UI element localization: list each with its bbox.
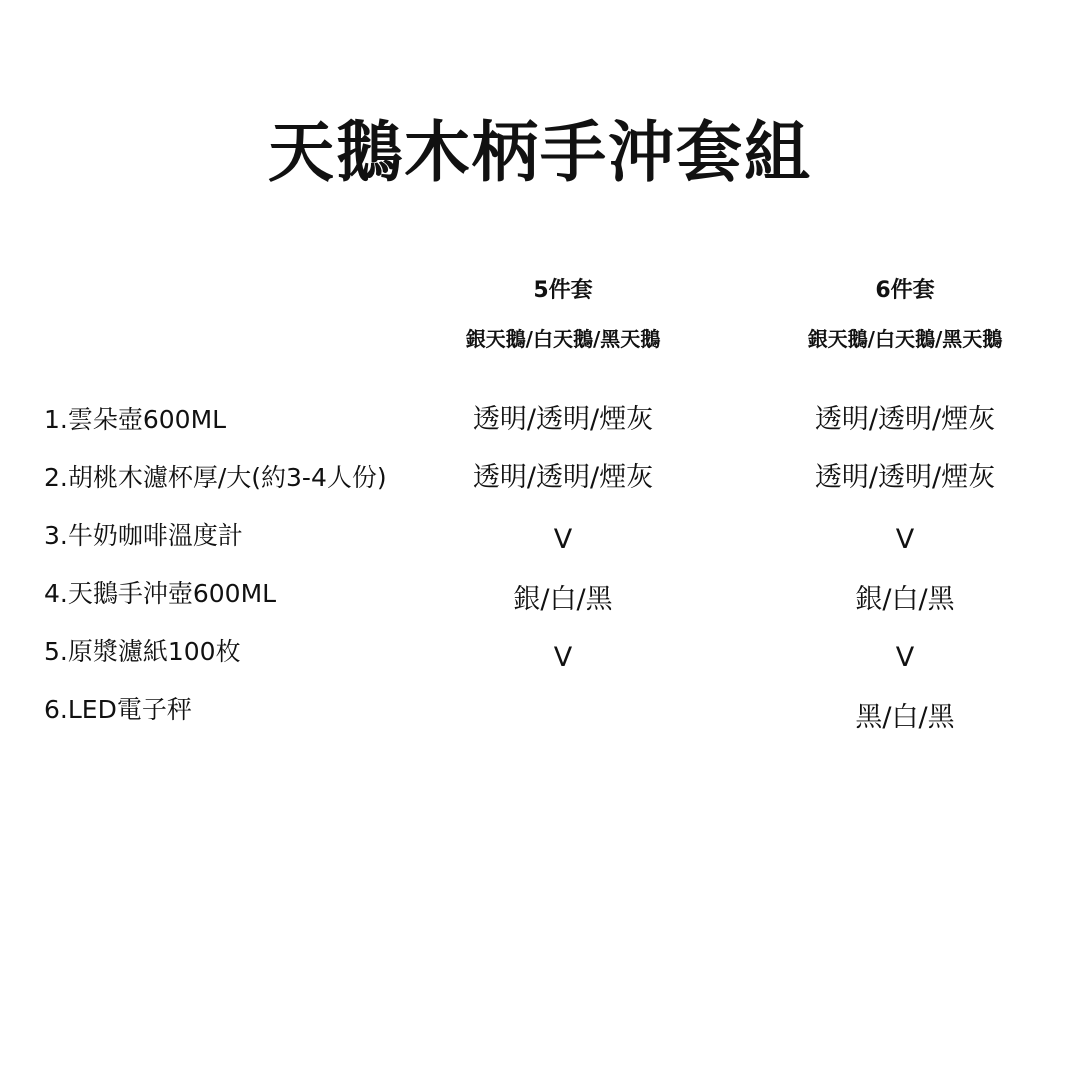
column-colors-5-set: 銀天鵝/白天鵝/黑天鵝	[465, 327, 661, 351]
cell-5-set: 銀/白/黑	[513, 584, 613, 615]
page-title: 天鵝木柄手沖套組	[268, 114, 812, 191]
cell-6-set: 黑/白/黑	[855, 702, 955, 733]
cell-6-set: 透明/透明/煙灰	[814, 404, 996, 435]
item-label: 2.胡桃木濾杯厚/大(約3-4人份)	[44, 463, 387, 492]
item-label: 5.原漿濾紙100枚	[44, 637, 241, 666]
table-row	[0, 566, 1080, 624]
column-header-6-set: 6件套	[875, 278, 935, 303]
cell-6-set: V	[895, 642, 915, 673]
cell-6-set: 銀/白/黑	[855, 584, 955, 615]
comparison-table	[0, 392, 1080, 740]
item-label: 6.LED電子秤	[44, 695, 192, 724]
table-row	[0, 624, 1080, 682]
table-row	[0, 682, 1080, 740]
item-label: 3.牛奶咖啡溫度計	[44, 521, 243, 550]
item-label: 1.雲朵壺600ML	[44, 405, 227, 434]
cell-5-set: 透明/透明/煙灰	[472, 462, 654, 493]
cell-5-set: 透明/透明/煙灰	[472, 404, 654, 435]
table-row	[0, 508, 1080, 566]
table-row	[0, 392, 1080, 450]
column-colors-6-set: 銀天鵝/白天鵝/黑天鵝	[807, 327, 1003, 351]
cell-6-set: V	[895, 524, 915, 555]
table-row	[0, 450, 1080, 508]
cell-5-set: V	[553, 524, 573, 555]
item-label: 4.天鵝手沖壺600ML	[44, 579, 277, 608]
column-header-5-set: 5件套	[533, 278, 593, 303]
cell-5-set: V	[553, 642, 573, 673]
cell-6-set: 透明/透明/煙灰	[814, 462, 996, 493]
